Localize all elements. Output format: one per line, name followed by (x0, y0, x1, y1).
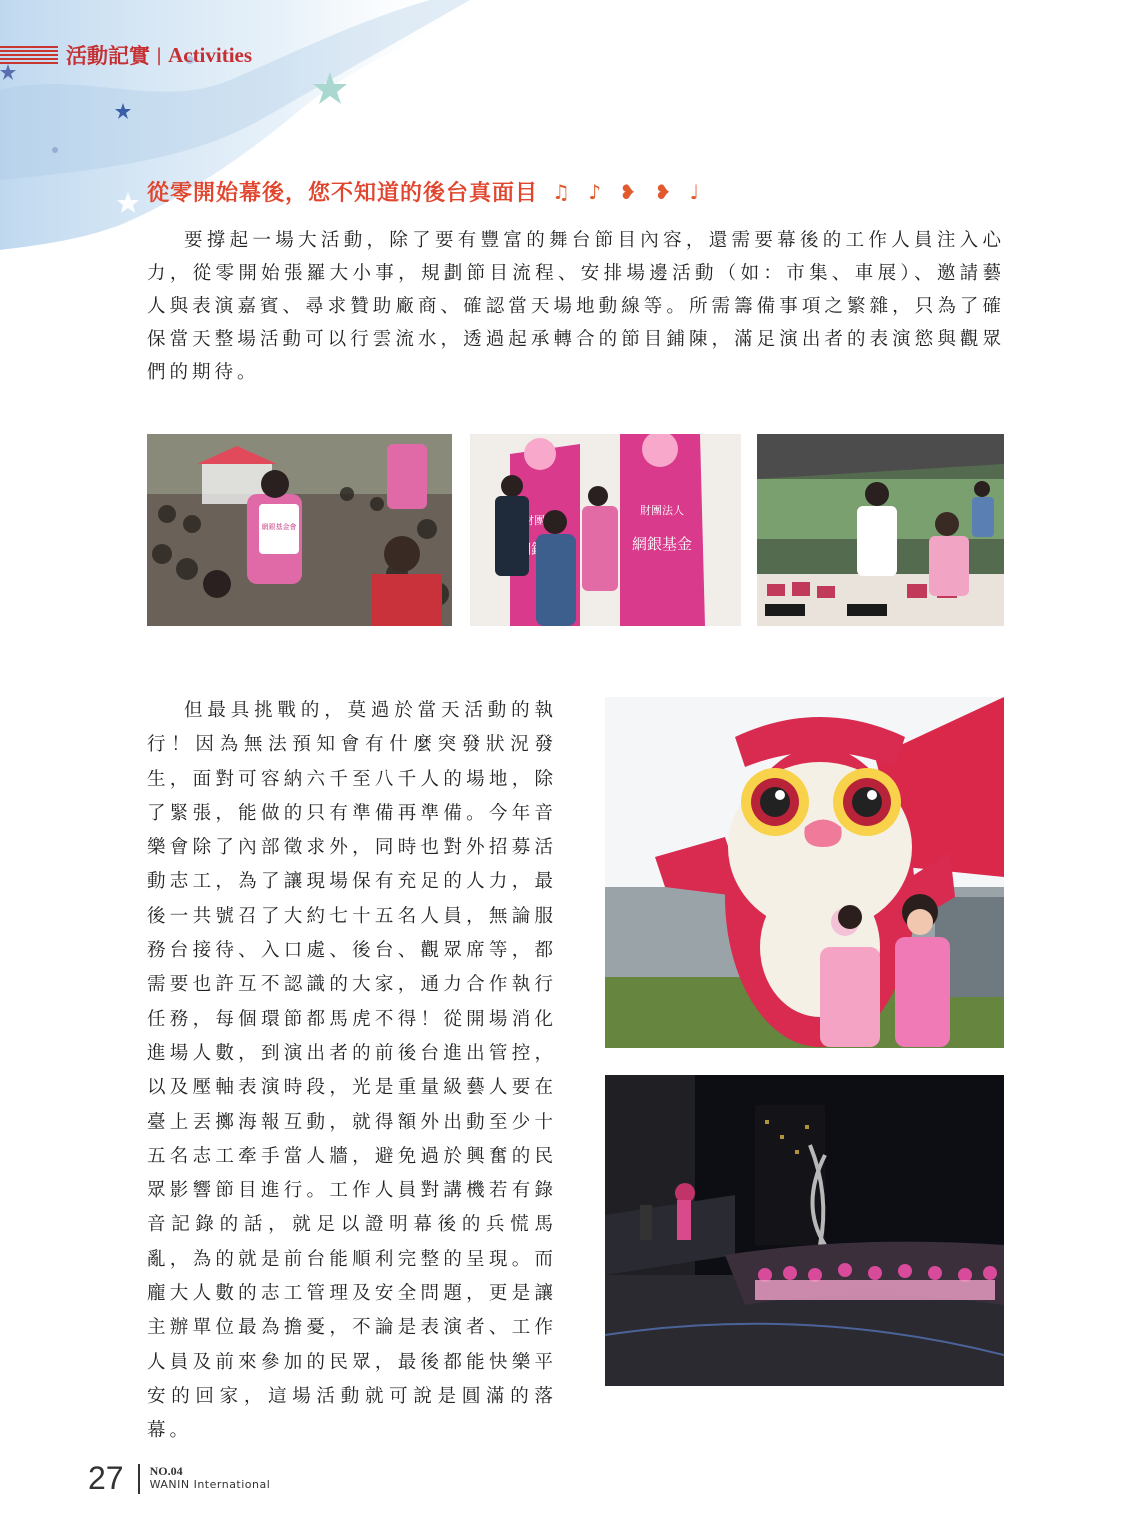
paragraph-2: 但最具挑戰的，莫過於當天活動的執行！因為無法預知會有什麼突發狀況發生，面對可容納六千至八千人的場地，除了緊張，能做的只有準備再準備。今年音樂會除了內部徵求外，同時也對外招募活動志工，為了讓現場保有充足的人力，最後一共號召了大約七十五名人員，無論服務台接待、入口處、後台、觀眾席等，都需要也許互不認識的大家，通力合作執行任務，每個環節都馬虎不得！從開場消化進場人數，到演出者的前後台進出管控，以及壓軸表演時段，光是重量級藝人要在臺上丟擲海報互動，就得額外出動至少十五名志工牽手當人牆，避免過於興奮的民眾影響節目進行。工作人員對講機若有錄音記錄的話，就足以證明幕後的兵慌馬亂，為的就是前台能順利完整的呈現。而龐大人數的志工管理及安全問題，更是讓主辦單位最為擔憂，不論是表演者、工作人員及前來參加的民眾，最後都能快樂平安的回家，這場活動就可說是圓滿的落幕。 (147, 700, 557, 1442)
photo-banners (470, 434, 741, 626)
footer-divider (138, 1464, 140, 1494)
brand-name: WANIN International (149, 1478, 271, 1491)
stripe-decoration (0, 46, 58, 64)
page-number: 27 (88, 1460, 124, 1496)
article-title: 從零開始幕後，您不知道的後台真面目 (147, 181, 539, 206)
photo-owl-mascot (605, 697, 1004, 1048)
sign-text: 網銀基金會 (261, 523, 297, 531)
photo-crowd-volunteer (147, 434, 452, 626)
paragraph-1: 要撐起一場大活動，除了要有豐富的舞台節目內容，還需要幕後的工作人員注入心力，從零開始張羅大小事，規劃節目流程、安排場邊活動（如：市集、車展）、邀請藝人與表演嘉賓、尋求贊助廠商、確認當天場地動線等。所需籌備事項之繁雜，只為了確保當天整場活動可以行雲流水，透過起承轉合的節目鋪陳，滿足演出者的表演慾與觀眾們的期待。 (147, 230, 1005, 383)
section-title-zh: 活動記實 (66, 43, 150, 68)
watercolor-wave-decoration (0, 0, 1122, 260)
banner-text: 財團法人 (640, 504, 684, 517)
photo-market-stall (757, 434, 1004, 626)
footer (88, 1460, 270, 1497)
issue-number: NO.04 (149, 1464, 183, 1478)
section-title-en: Activities (168, 42, 253, 67)
music-notes-icon: ♫ ♪ ❥ ❥ ♩ (552, 179, 706, 204)
section-header (0, 40, 252, 70)
photo-night-concert (605, 1075, 1004, 1386)
banner-text: 網銀基金 (631, 535, 693, 553)
article-title-row (147, 176, 705, 207)
footer-brand (150, 1465, 271, 1492)
section-separator: | (156, 44, 163, 66)
